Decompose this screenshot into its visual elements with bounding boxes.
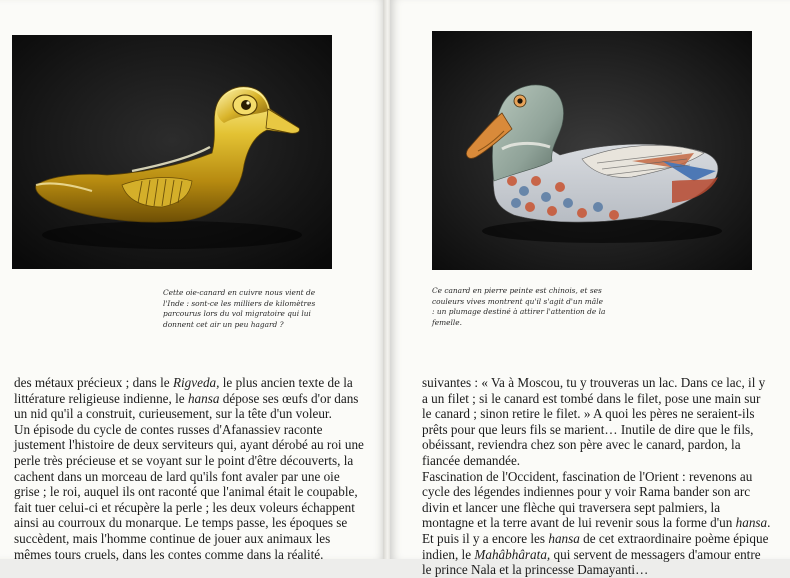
text-fragment: de cet extraordinaire poème épique indien, le <box>422 530 769 562</box>
text-fragment: dépose ses œufs d'or dans un nid qu'il a construit, curieusement, sur la tête d'un voleur. <box>14 390 359 422</box>
text-fragment: . Et puis il y a encore les <box>422 515 771 546</box>
photo-caption: Ce canard en pierre peinte est chinois, et ses couleurs vives montrent qu'il s'agit d'un mâle : un plumage destiné à attirer l'attention de la femelle. <box>432 286 606 327</box>
italic-term: hansa <box>735 515 768 531</box>
body-text-left <box>14 375 366 562</box>
photo-caption: Cette oie-canard en cuivre nous vient de l'Inde : sont-ce les milliers de kilomètres parcourus lors du vol migratoire qui lui donnent cet air un peu hagard ? <box>163 288 316 329</box>
paragraph <box>14 375 366 422</box>
italic-term: hansa <box>187 390 220 406</box>
painted-duck-illustration <box>432 31 752 270</box>
paragraph: suivantes : « Va à Moscou, tu y trouveras un lac. Dans ce lac, il y a un filet ; si le canard est tombé dans le filet, pose une main sur le canard ; sinon retire le filet. » A quoi les pères ne seraient-ils prêts pour que leurs fils se marient… Inutile de dire que le fils, obéissant, reviendra chez son père avec le canard, pardon, la fiancée demandée. <box>422 375 766 468</box>
left-page <box>0 0 386 562</box>
paragraph <box>422 469 772 578</box>
text-fragment: qui servent de messagers d'amour entre le prince Nala et la princesse Damayanti… <box>422 546 761 578</box>
text-fragment: Fascination de l'Occident, fascination de l'Orient : revenons au cycle des légendes indiennes pour y voir Rama bander son arc divin et lancer une flèche qui traversera sept palmiers, la montagne et la terre avant de lui revenir sous la forme d'un <box>422 468 753 531</box>
brass-duck-photo <box>12 35 332 269</box>
painted-duck-photo <box>432 31 752 270</box>
italic-term: Mahâbhârata, <box>474 546 551 562</box>
right-page <box>390 0 790 578</box>
body-text-right <box>422 375 772 578</box>
text-fragment: le plus ancien texte de la littérature religieuse indienne, le <box>14 375 353 406</box>
italic-term: Rigveda, <box>172 375 220 390</box>
paragraph: Un épisode du cycle de contes russes d'Afanassiev raconte justement l'histoire de deux serviteurs qui, ayant dérobé au roi une perle très précieuse et se voyant sur le point d'être découverts, la cachent dans un morceau de lard qu'ils font avaler par une oie grise ; le roi, auquel ils ont raconté que l'animal était le coupable, fait tuer celui-ci et récupère la perle ; les deux voleurs échappent ainsi au courroux du monarque. Le temps passe, les époques se succèdent, mais l'homme continue de jouer aux animaux les mêmes tours cruels, dans les contes comme dans la réalité. <box>14 421 364 562</box>
text-fragment: des métaux précieux ; dans le <box>14 375 173 390</box>
brass-duck-illustration <box>12 35 332 269</box>
italic-term: hansa <box>548 530 580 546</box>
